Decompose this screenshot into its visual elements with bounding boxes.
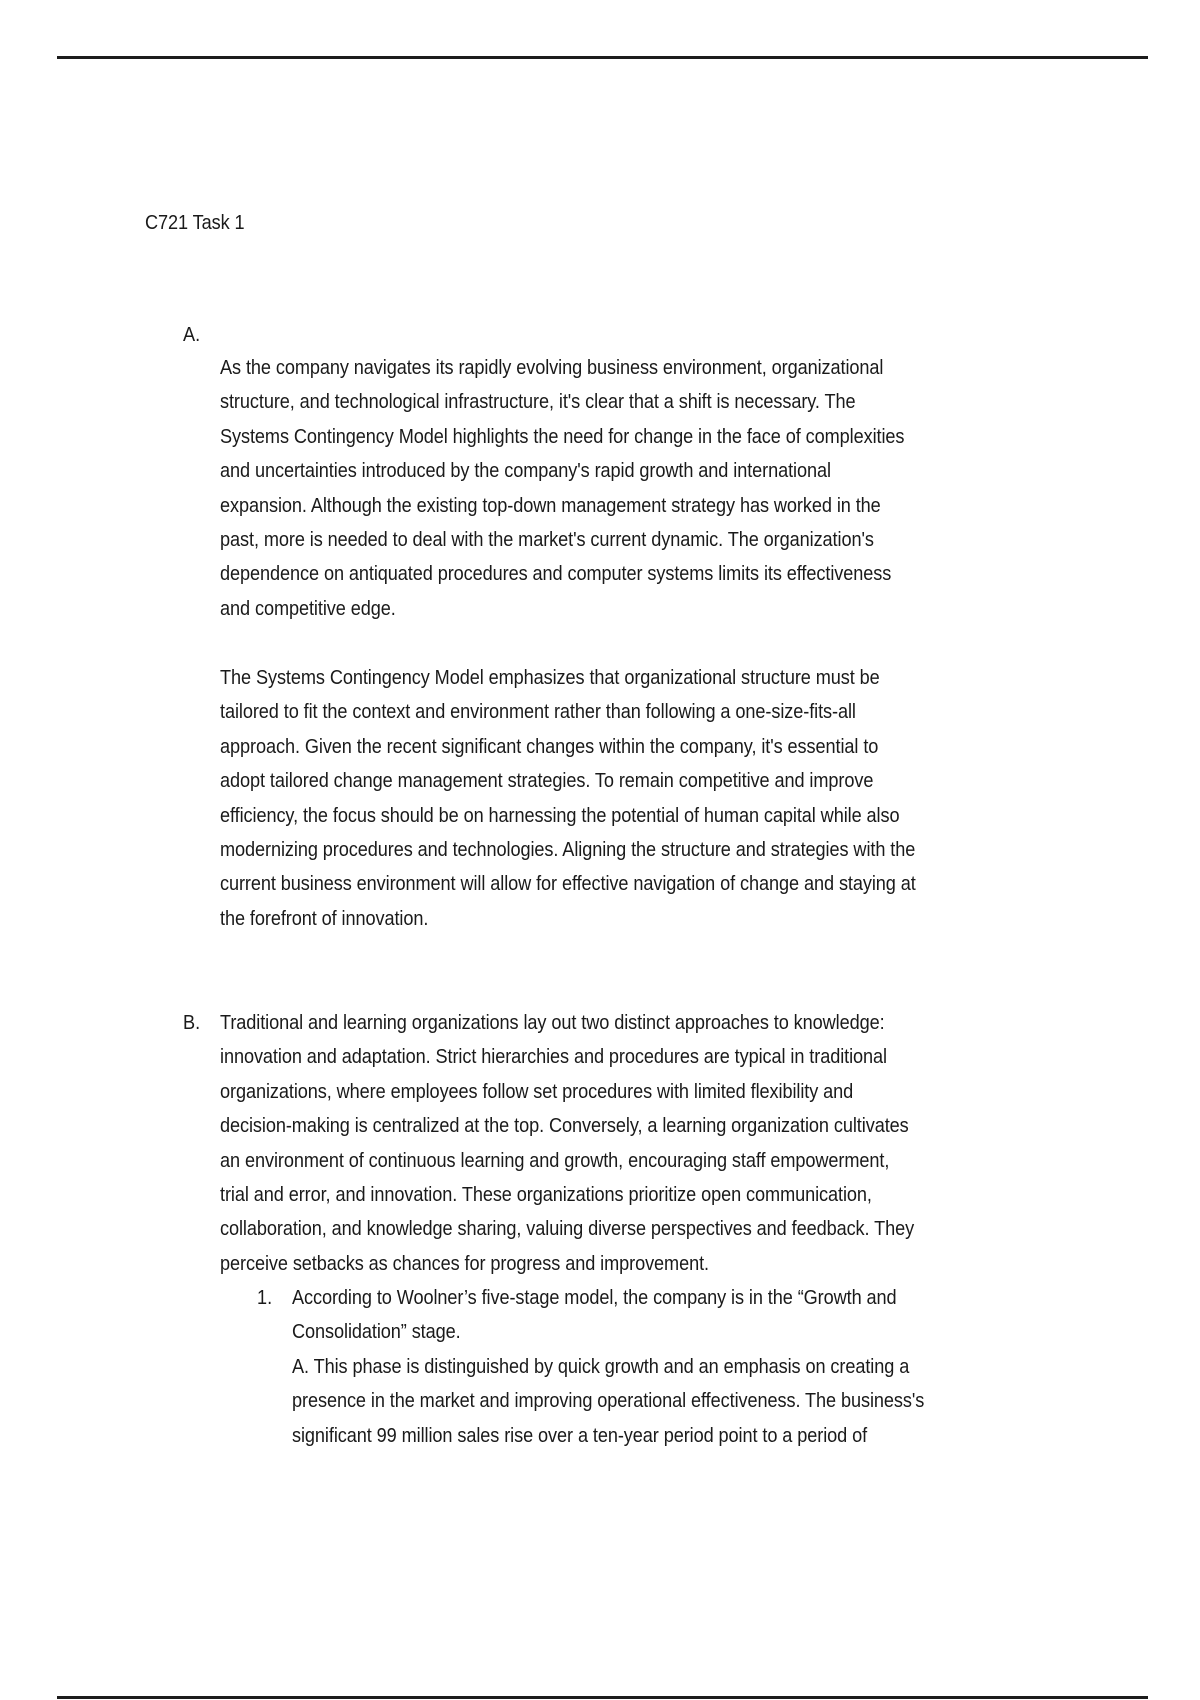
text-line: decision-making is centralized at the top. Conversely, a learning organization cultivates bbox=[220, 1114, 909, 1138]
text-line: collaboration, and knowledge sharing, valuing diverse perspectives and feedback. They bbox=[220, 1217, 915, 1241]
text-line: innovation and adaptation. Strict hierarchies and procedures are typical in traditional bbox=[220, 1045, 888, 1069]
section-b-marker: B. bbox=[183, 1011, 201, 1034]
text-line: According to Woolner’s five-stage model, the company is in the “Growth and bbox=[292, 1286, 897, 1309]
text-line: an environment of continuous learning and growth, encouraging staff empowerment, bbox=[220, 1148, 890, 1172]
header-rule bbox=[57, 56, 1148, 59]
text-line: A. This phase is distinguished by quick growth and an emphasis on creating a bbox=[292, 1354, 910, 1378]
text-line: past, more is needed to deal with the market's current dynamic. The organization's bbox=[220, 528, 874, 551]
text-line: Systems Contingency Model highlights the need for change in the face of complexities bbox=[220, 424, 905, 448]
text-line: and uncertainties introduced by the company's rapid growth and international bbox=[220, 459, 831, 483]
text-line: and competitive edge. bbox=[220, 596, 396, 620]
text-line: Traditional and learning organizations lay out two distinct approaches to knowledge: bbox=[220, 1011, 885, 1034]
text-line: trial and error, and innovation. These organizations prioritize open communication, bbox=[220, 1183, 872, 1206]
text-line: structure, and technological infrastructure, it's clear that a shift is necessary. The bbox=[220, 390, 856, 414]
document-title: C721 Task 1 bbox=[145, 211, 245, 234]
section-a-marker: A. bbox=[183, 323, 201, 346]
text-line: Consolidation” stage. bbox=[292, 1320, 461, 1344]
footer-rule bbox=[57, 1696, 1148, 1699]
text-line: current business environment will allow for effective navigation of change and staying at bbox=[220, 872, 916, 896]
text-line: organizations, where employees follow set procedures with limited flexibility and bbox=[220, 1079, 854, 1103]
text-line: adopt tailored change management strategies. To remain competitive and improve bbox=[220, 769, 874, 793]
text-line: the forefront of innovation. bbox=[220, 906, 429, 930]
list-item-1-marker: 1. bbox=[257, 1286, 273, 1309]
text-line: expansion. Although the existing top-down management strategy has worked in the bbox=[220, 493, 881, 517]
text-line: dependence on antiquated procedures and computer systems limits its effectiveness bbox=[220, 562, 892, 586]
text-line: The Systems Contingency Model emphasizes that organizational structure must be bbox=[220, 666, 880, 689]
text-line: perceive setbacks as chances for progress and improvement. bbox=[220, 1251, 709, 1275]
text-line: approach. Given the recent significant changes within the company, it's essential to bbox=[220, 734, 879, 758]
text-line: efficiency, the focus should be on harnessing the potential of human capital while also bbox=[220, 803, 900, 827]
text-line: As the company navigates its rapidly evolving business environment, organizational bbox=[220, 356, 884, 379]
text-line: tailored to fit the context and environment rather than following a one-size-fits-all bbox=[220, 700, 856, 724]
text-line: modernizing procedures and technologies. Aligning the structure and strategies with the bbox=[220, 838, 916, 861]
text-line: presence in the market and improving operational effectiveness. The business's bbox=[292, 1389, 925, 1413]
text-line: significant 99 million sales rise over a ten-year period point to a period of bbox=[292, 1423, 868, 1447]
